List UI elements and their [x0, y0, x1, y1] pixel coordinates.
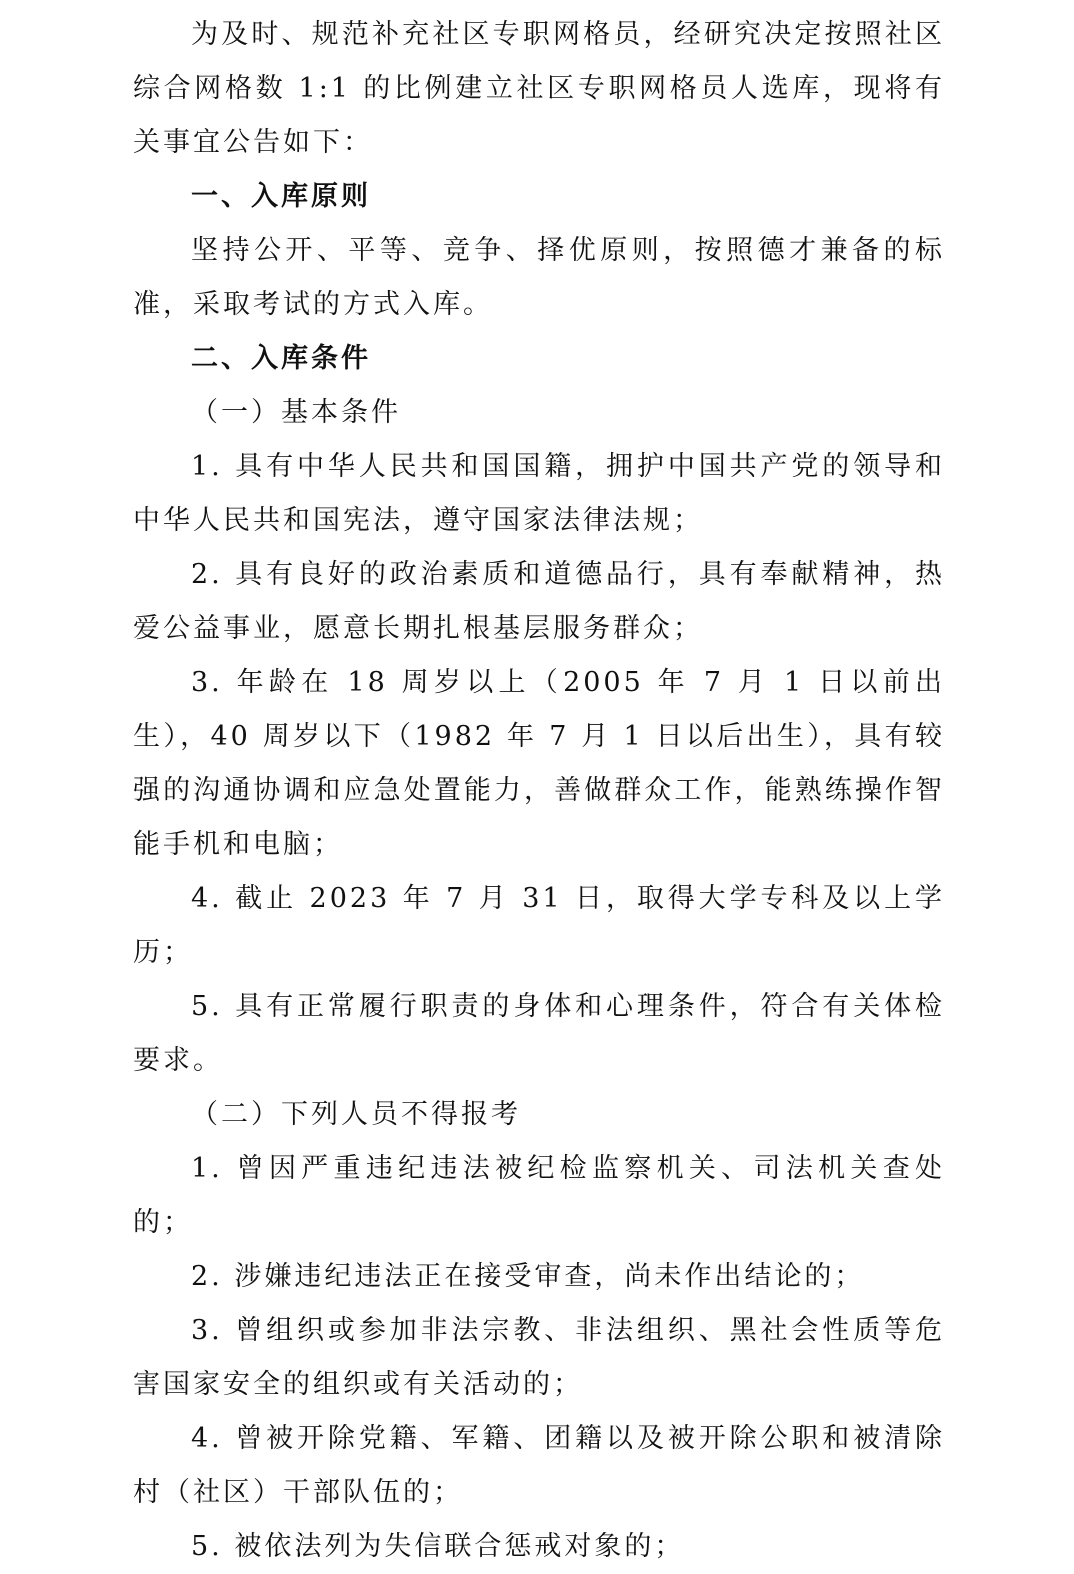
basic-condition-item: 5. 具有正常履行职责的身体和心理条件，符合有关体检要求。 [133, 991, 945, 1076]
section-heading-principles: 一、入库原则 [191, 181, 371, 212]
section-heading-conditions: 二、入库条件 [191, 343, 371, 374]
basic-condition-item: 1. 具有中华人民共和国国籍，拥护中国共产党的领导和中华人民共和国宪法，遵守国家法律法规； [133, 451, 945, 536]
principles-paragraph: 坚持公开、平等、竞争、择优原则，按照德才兼备的标准，采取考试的方式入库。 [133, 235, 945, 320]
intro-paragraph: 为及时、规范补充社区专职网格员，经研究决定按照社区综合网格数 1:1 的比例建立社区专职网格员人选库，现将有关事宜公告如下： [133, 19, 945, 158]
basic-condition-item: 3. 年龄在 18 周岁以上（2005 年 7 月 1 日以前出生），40 周岁以下（1982 年 7 月 1 日以后出生），具有较强的沟通协调和应急处置能力，善做群众工作，能熟练操作智能手机和电脑； [133, 667, 945, 860]
subheading-excluded-persons: （二）下列人员不得报考 [191, 1099, 521, 1130]
basic-condition-item: 2. 具有良好的政治素质和道德品行，具有奉献精神，热爱公益事业，愿意长期扎根基层服务群众； [133, 559, 945, 644]
excluded-item: 4. 曾被开除党籍、军籍、团籍以及被开除公职和被清除村（社区）干部队伍的； [133, 1423, 945, 1508]
excluded-item: 5. 被依法列为失信联合惩戒对象的； [191, 1531, 685, 1562]
basic-condition-item: 4. 截止 2023 年 7 月 31 日，取得大学专科及以上学历； [133, 883, 945, 968]
excluded-item: 1. 曾因严重违纪违法被纪检监察机关、司法机关查处的； [133, 1153, 945, 1238]
document-page [133, 8, 945, 1574]
excluded-item: 3. 曾组织或参加非法宗教、非法组织、黑社会性质等危害国家安全的组织或有关活动的； [133, 1315, 945, 1400]
excluded-item: 2. 涉嫌违纪违法正在接受审查，尚未作出结论的； [191, 1261, 865, 1292]
subheading-basic-conditions: （一）基本条件 [191, 397, 401, 428]
